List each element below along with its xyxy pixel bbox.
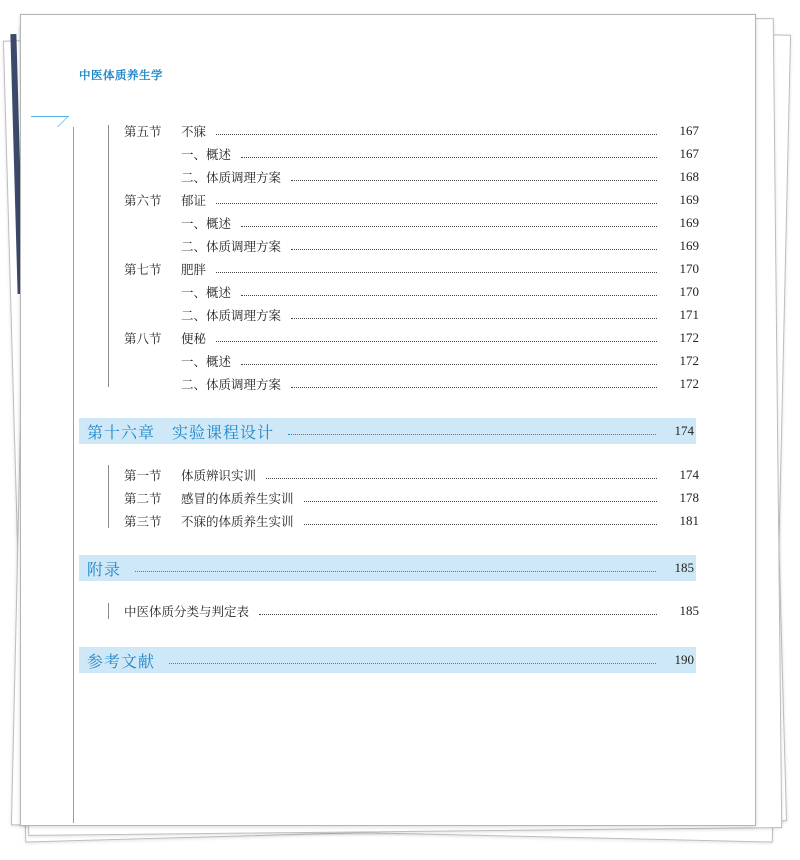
toc-entry[interactable] xyxy=(124,120,699,142)
entry-title: 郁证 xyxy=(181,193,207,208)
dot-leader xyxy=(304,501,657,502)
entry-title: 一、概述 xyxy=(181,147,232,162)
entry-title: 便秘 xyxy=(181,331,207,346)
margin-guide xyxy=(73,127,74,823)
dot-leader xyxy=(266,478,657,479)
page-number: 178 xyxy=(679,490,699,505)
dot-leader xyxy=(291,387,657,388)
page-number: 172 xyxy=(679,330,699,345)
page-number: 167 xyxy=(679,123,699,138)
entry-title: 二、体质调理方案 xyxy=(181,239,282,254)
dot-leader xyxy=(241,364,657,365)
chapter-heading[interactable] xyxy=(79,418,696,444)
dot-leader xyxy=(216,341,657,342)
page-number: 169 xyxy=(679,238,699,253)
page-number: 172 xyxy=(679,376,699,391)
page-number: 168 xyxy=(679,169,699,184)
page-number: 185 xyxy=(679,603,699,618)
entry-title: 一、概述 xyxy=(181,285,232,300)
dot-leader xyxy=(216,203,657,204)
page-number: 169 xyxy=(679,192,699,207)
section-number: 第五节 xyxy=(124,124,162,139)
toc-entry[interactable] xyxy=(124,189,699,211)
section-number: 第三节 xyxy=(124,514,162,529)
dot-leader xyxy=(291,318,657,319)
entry-title: 不寐的体质养生实训 xyxy=(181,514,294,529)
appendix-heading[interactable] xyxy=(79,555,696,581)
toc-entry[interactable] xyxy=(124,258,699,280)
page-number: 169 xyxy=(679,215,699,230)
toc-subentry[interactable] xyxy=(181,212,699,234)
margin-guide xyxy=(57,116,69,127)
dot-leader xyxy=(291,249,657,250)
dot-leader xyxy=(241,226,657,227)
dot-leader xyxy=(169,663,656,664)
running-header: 中医体质养生学 xyxy=(79,68,163,82)
page-number: 174 xyxy=(674,423,694,438)
entry-title: 二、体质调理方案 xyxy=(181,308,282,323)
page-number: 167 xyxy=(679,146,699,161)
page-number: 170 xyxy=(679,261,699,276)
entry-title: 肥胖 xyxy=(181,262,207,277)
entry-title: 不寐 xyxy=(181,124,207,139)
toc-page xyxy=(20,14,756,826)
dot-leader xyxy=(288,434,656,435)
dot-leader xyxy=(241,157,657,158)
toc-subentry[interactable] xyxy=(181,166,699,188)
section-number: 第八节 xyxy=(124,331,162,346)
page-number: 171 xyxy=(679,307,699,322)
chapter-title: 附录 xyxy=(87,559,122,579)
section-number: 第二节 xyxy=(124,491,162,506)
dot-leader xyxy=(135,571,656,572)
page-number: 174 xyxy=(679,467,699,482)
page-number: 185 xyxy=(674,560,694,575)
references-heading[interactable] xyxy=(79,647,696,673)
dot-leader xyxy=(304,524,657,525)
toc-entry[interactable] xyxy=(124,510,699,532)
margin-guide xyxy=(31,116,69,117)
toc-subentry[interactable] xyxy=(181,373,699,395)
group-rule xyxy=(108,465,109,528)
toc-subentry[interactable] xyxy=(181,350,699,372)
toc-entry[interactable] xyxy=(124,464,699,486)
toc-subentry[interactable] xyxy=(181,235,699,257)
entry-title: 体质辨识实训 xyxy=(181,468,257,483)
section-number: 第六节 xyxy=(124,193,162,208)
dot-leader xyxy=(259,614,657,615)
page-number: 181 xyxy=(679,513,699,528)
toc-entry[interactable] xyxy=(124,487,699,509)
dot-leader xyxy=(241,295,657,296)
section-number: 第一节 xyxy=(124,468,162,483)
dot-leader xyxy=(216,134,657,135)
entry-title: 一、概述 xyxy=(181,216,232,231)
entry-title: 感冒的体质养生实训 xyxy=(181,491,294,506)
toc-entry[interactable] xyxy=(124,600,699,622)
page-number: 170 xyxy=(679,284,699,299)
chapter-title: 第十六章 实验课程设计 xyxy=(87,422,275,442)
page-number: 190 xyxy=(674,652,694,667)
entry-title: 二、体质调理方案 xyxy=(181,377,282,392)
toc-subentry[interactable] xyxy=(181,281,699,303)
dot-leader xyxy=(291,180,657,181)
group-rule xyxy=(108,603,109,619)
entry-title: 二、体质调理方案 xyxy=(181,170,282,185)
chapter-title: 参考文献 xyxy=(87,651,156,671)
dot-leader xyxy=(216,272,657,273)
entry-title: 中医体质分类与判定表 xyxy=(124,604,250,619)
entry-title: 一、概述 xyxy=(181,354,232,369)
page-number: 172 xyxy=(679,353,699,368)
toc-subentry[interactable] xyxy=(181,304,699,326)
toc-subentry[interactable] xyxy=(181,143,699,165)
group-rule xyxy=(108,125,109,387)
toc-entry[interactable] xyxy=(124,327,699,349)
section-number: 第七节 xyxy=(124,262,162,277)
